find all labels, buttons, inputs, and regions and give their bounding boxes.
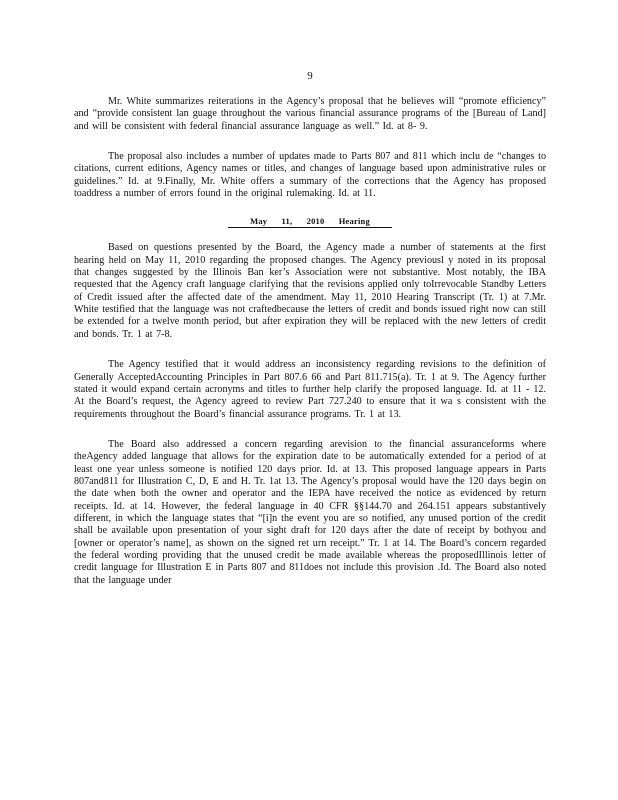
paragraph-proposal-updates: The proposal also includes a number of updates made to Parts 807 and 811 which inclu de “changes to citations, current editions, Agency names or titles, and changes of language based upon administrative rules or guidelines.” Id. at 9.Finally, Mr. White offers a summary of the corrections that the Agency has proposed toaddress a number of errors found in the original rulemaking. Id. at 11. [74, 151, 546, 200]
paragraph-white-summary: Mr. White summarizes reiterations in the Agency’s proposal that he believes will “promote efficiency” and “provide consistent lan guage throughout the various financial assurance programs of the [Bureau of Land] and will be consistent with federal financial assurance language as well.” Id. at 8- 9. [74, 96, 546, 132]
page-number: 9 [307, 70, 313, 82]
paragraph-agency-testimony: The Agency testified that it would address an inconsistency regarding revisions to the definition of Generally AcceptedAccounting Principles in Part 807.6 66 and Part 811.715(a). Tr. 1 at 9. The Agency further stated it would expand certain acronyms and titles to further help clarify the proposed language. Id. at 11 - 12. At the Board’s request, the Agency agreed to review Part 727.240 to ensure that it wa s consistent with the requirements throughout the Board’s financial assurance programs. Tr. 1 at 13. [74, 359, 546, 420]
paragraph-board-concern: The Board also addressed a concern regarding arevision to the financial assuranceforms where theAgency added language that allows for the expiration date to be automatically extended for a period of at least one year unless someone is notified 120 days prior. Id. at 13. This proposed language appears in Parts 807and811 for Illustration C, D, E and H. Tr. 1at 13. The Agency’s proposal would have the 120 days begin on the date when both the owner and operator and the IEPA have received the notice as evidenced by return receipts. Id. at 14. However, the federal language in 40 CFR §§144.70 and 264.151 appears substantively different, in which the language states that “[i]n the event you are so notified, any unused portion of the credit shall be available upon presentation of your sight draft for 120 days after the date of receipt by bothyou and [owner or operator’s name], as shown on the signed ret urn receipt.” Tr. 1 at 14. The Board’s concern regarded the federal wording providing that the unused credit be made available whereas the proposedIllinois letter of credit language for Illustration E in Parts 807 and 811does not include this provision .Id. The Board also noted that the language under [74, 438, 546, 586]
paragraph-hearing-statements: Based on questions presented by the Board, the Agency made a number of statements at the first hearing held on May 11, 2010 regarding the proposed changes. The Agency previousl y noted in its proposal that changes suggested by the Illinois Ban ker’s Association were not substantive. Most notably, the IBA requested that the Agency craft language clarifying that the revisions applied only toIrrevocable Standby Letters of Credit issued after the affected date of the amendment. May 11, 2010 Hearing Transcript (Tr. 1) at 7.Mr. White testified that the language was not craftedbecause the letters of credit and bonds issued right now can still be extended for a twelve month period, but after expiration they will be replaced with the new letters of credit and bonds. Tr. 1 at 7-8. [74, 242, 546, 340]
section-heading [74, 216, 546, 228]
section-heading-text: May 11, 2010 Hearing [228, 216, 392, 228]
